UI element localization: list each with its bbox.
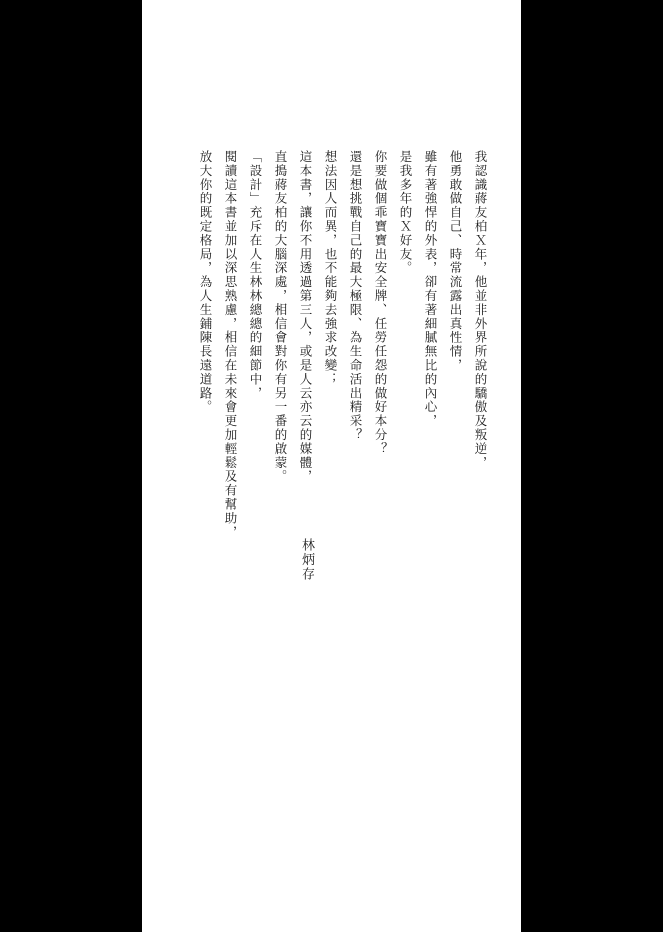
preface-line: 還是想挑戰自己的最大極限、為生命活出精采？ bbox=[348, 150, 363, 442]
book-page bbox=[142, 0, 521, 932]
preface-line: 閱讀這本書並加以深思熟慮，相信在未來會更加輕鬆及有幫助， bbox=[223, 150, 238, 540]
preface-line: 「設計」充斥在人生林林總總的細節中， bbox=[248, 150, 263, 401]
preface-line: 直搗蔣友柏的大腦深處，相信會對你有另一番的啟蒙。 bbox=[273, 150, 288, 484]
preface-line: 雖有著強悍的外表，卻有著細膩無比的內心， bbox=[423, 150, 438, 428]
preface-body-text bbox=[193, 150, 493, 620]
author-signature: 林炳存 bbox=[299, 538, 314, 582]
preface-line: 想法因人而異，也不能夠去強求改變； bbox=[323, 150, 338, 387]
preface-line: 這本書，讓你不用透過第三人，或是人云亦云的媒體， bbox=[298, 150, 313, 484]
preface-line: 他勇敢做自己、時常流露出真性情， bbox=[448, 150, 463, 373]
preface-line: 你要做個乖寶寶出安全牌、任勞任怨的做好本分？ bbox=[373, 150, 388, 456]
preface-line: 是我多年的Ｘ好友。 bbox=[398, 150, 413, 276]
preface-line: 放大你的既定格局，為人生鋪陳長遠道路。 bbox=[198, 150, 213, 415]
preface-line: 我認識蔣友柏Ｘ年，他並非外界所說的驕傲及叛逆， bbox=[473, 150, 488, 470]
